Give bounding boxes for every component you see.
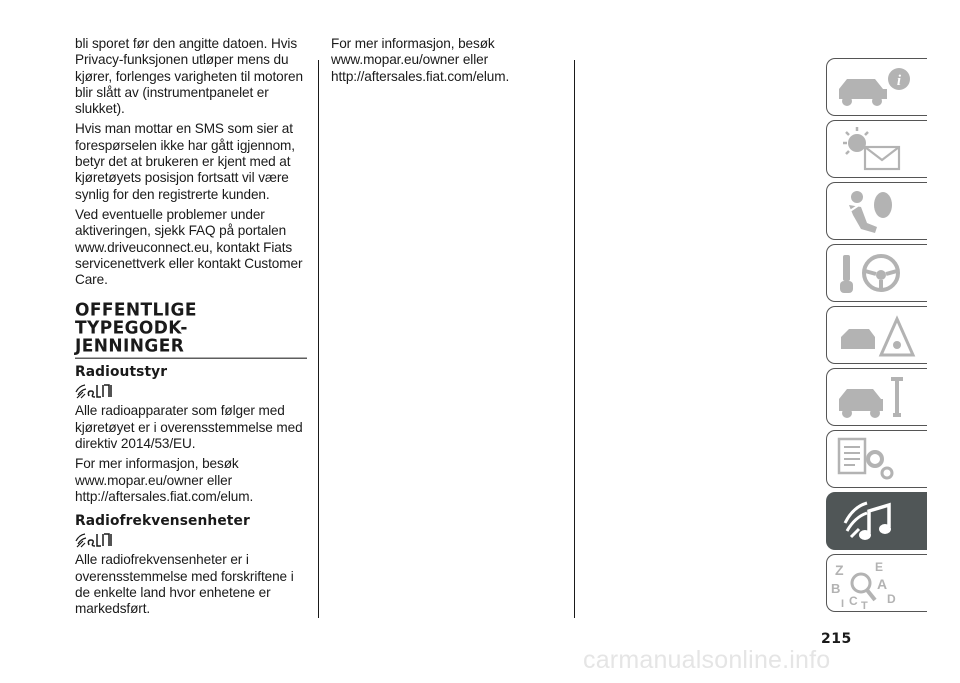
tab-letter: A	[877, 576, 888, 592]
body-paragraph: Alle radiofrekvensenheter er i overensstemmelse med forskriftene i de enkelte land hvor enhetene er markedsført.	[75, 552, 294, 617]
svg-text:i: i	[896, 73, 902, 89]
section-title: OFFENTLIGE TYPEGODK- JENNINGER	[75, 302, 307, 359]
tab-letter: I	[841, 598, 845, 610]
body-paragraph: Alle radioapparater som følger med kjøretøyet er i overensstemmelse med direktiv 2014/53/EU.	[75, 403, 303, 452]
body-paragraph: bli sporet før den angitte datoen. Hvis Privacy-funksjonen utløper mens du kjører, forlenges varigheten til motoren blir slått av (instrumentpanelet er slukket).	[75, 36, 303, 117]
column-divider	[574, 60, 575, 618]
tab-letter: B	[831, 581, 841, 596]
tab-letter: T	[861, 600, 868, 611]
tab-maintenance[interactable]	[826, 368, 927, 426]
key-steering-wheel-icon	[827, 245, 927, 301]
tab-car-info[interactable]	[826, 58, 927, 116]
left-column	[75, 36, 307, 621]
tab-letter: D	[887, 592, 896, 606]
airbag-seat-icon	[827, 183, 927, 239]
body-paragraph: For mer informasjon, besøk www.mopar.eu/owner eller http://aftersales.fiat.com/elum.	[75, 456, 254, 504]
car-maintenance-icon	[827, 369, 927, 425]
tab-technical-data[interactable]	[826, 430, 927, 488]
body-paragraph: Ved eventuelle problemer under aktiveringen, sjekk FAQ på portalen www.driveuconnect.eu, kontakt Fiats servicenettverk eller kontakt Customer Care.	[75, 206, 303, 288]
warning-lights-envelope-icon	[827, 121, 927, 177]
radio-equipment-icon	[75, 382, 121, 400]
tab-warning-lights[interactable]	[826, 120, 927, 178]
body-paragraph: For mer informasjon, besøk www.mopar.eu/owner eller http://aftersales.fiat.com/elum.	[331, 36, 510, 84]
technical-data-gear-icon	[827, 431, 927, 487]
breakdown-triangle-icon	[827, 307, 927, 363]
tab-index[interactable]	[826, 554, 927, 612]
page-number: 215	[821, 631, 852, 647]
body-paragraph: Hvis man mottar en SMS som sier at forespørselen ikke har gått igjennom, betyr det at brukeren er kjent med at kjøretøyets posisjon fortsatt vil være synlig for den registrerte kunden.	[75, 121, 295, 202]
index-alphabet-icon	[827, 555, 927, 611]
tab-letter: Z	[835, 562, 844, 578]
radio-equipment-icon	[75, 531, 121, 549]
watermark-footer: carmanualsonline.info	[583, 646, 831, 674]
middle-column	[331, 36, 567, 89]
tab-starting-driving[interactable]	[826, 244, 927, 302]
car-info-icon	[827, 59, 927, 115]
column-divider	[318, 60, 319, 618]
multimedia-music-icon	[827, 493, 927, 549]
tab-letter: C	[849, 594, 858, 608]
subsection-title-radio-equipment: Radioutstyr	[75, 364, 168, 381]
tab-emergency[interactable]	[826, 306, 927, 364]
tab-multimedia[interactable]	[826, 492, 927, 550]
tab-safety[interactable]	[826, 182, 927, 240]
tab-letter: E	[875, 560, 884, 574]
subsection-title-radio-frequency: Radiofrekvensenheter	[75, 513, 250, 530]
